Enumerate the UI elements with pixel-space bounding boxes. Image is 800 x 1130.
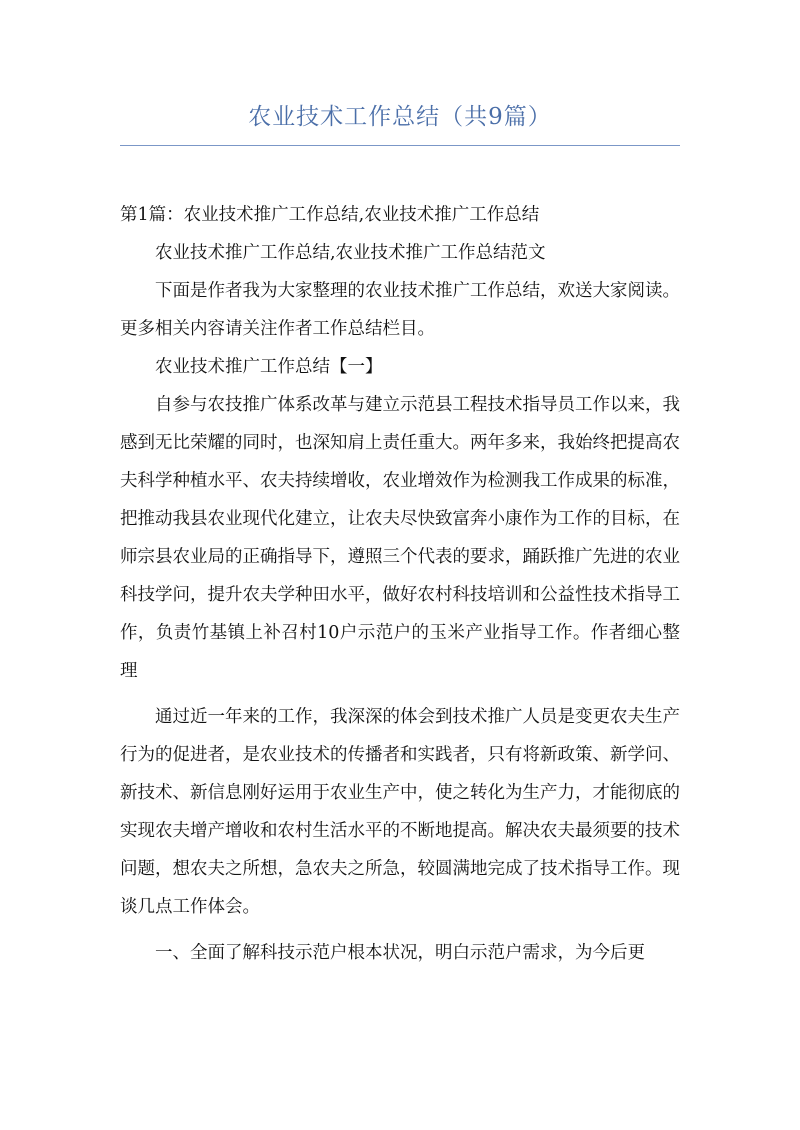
document-title: 农业技术工作总结（共9篇） xyxy=(248,104,552,130)
chapter-heading: 第1篇：农业技术推广工作总结,农业技术推广工作总结 xyxy=(120,205,540,225)
document-body xyxy=(120,196,680,972)
title-divider xyxy=(120,145,680,146)
paragraph-subtitle: 农业技术推广工作总结,农业技术推广工作总结范文 xyxy=(155,243,546,263)
paragraph-intro: 下面是作者我为大家整理的农业技术推广工作总结，欢送大家阅读。更多相关内容请关注作者工作总结栏目。 xyxy=(120,281,680,339)
paragraph-point-1: 一、全面了解科技示范户根本状况，明白示范户需求，为今后更 xyxy=(155,943,645,963)
paragraph-body-2: 通过近一年来的工作，我深深的体会到技术推广人员是变更农夫生产行为的促进者，是农业技术的传播者和实践者，只有将新政策、新学问、新技术、新信息刚好运用于农业生产中，使之转化为生产力，才能彻底的实现农夫增产增收和农村生活水平的不断地提高。解决农夫最须要的技术问题，想农夫之所想，急农夫之所急，较圆满地完成了技术指导工作。现谈几点工作体会。 xyxy=(120,707,680,917)
section-heading: 农业技术推广工作总结【一】 xyxy=(155,357,383,377)
paragraph-body-1: 自参与农技推广体系改革与建立示范县工程技术指导员工作以来，我感到无比荣耀的同时，也深知肩上责任重大。两年多来，我始终把提高农夫科学种植水平、农夫持续增收，农业增效作为检测我工作成果的标准，把推动我县农业现代化建立，让农夫尽快致富奔小康作为工作的目标，在师宗县农业局的正确指导下，遵照三个代表的要求，踊跃推广先进的农业科技学问，提升农夫学种田水平，做好农村科技培训和公益性技术指导工作，负责竹基镇上补召村10户示范户的玉米产业指导工作。作者细心整理 xyxy=(120,395,680,681)
